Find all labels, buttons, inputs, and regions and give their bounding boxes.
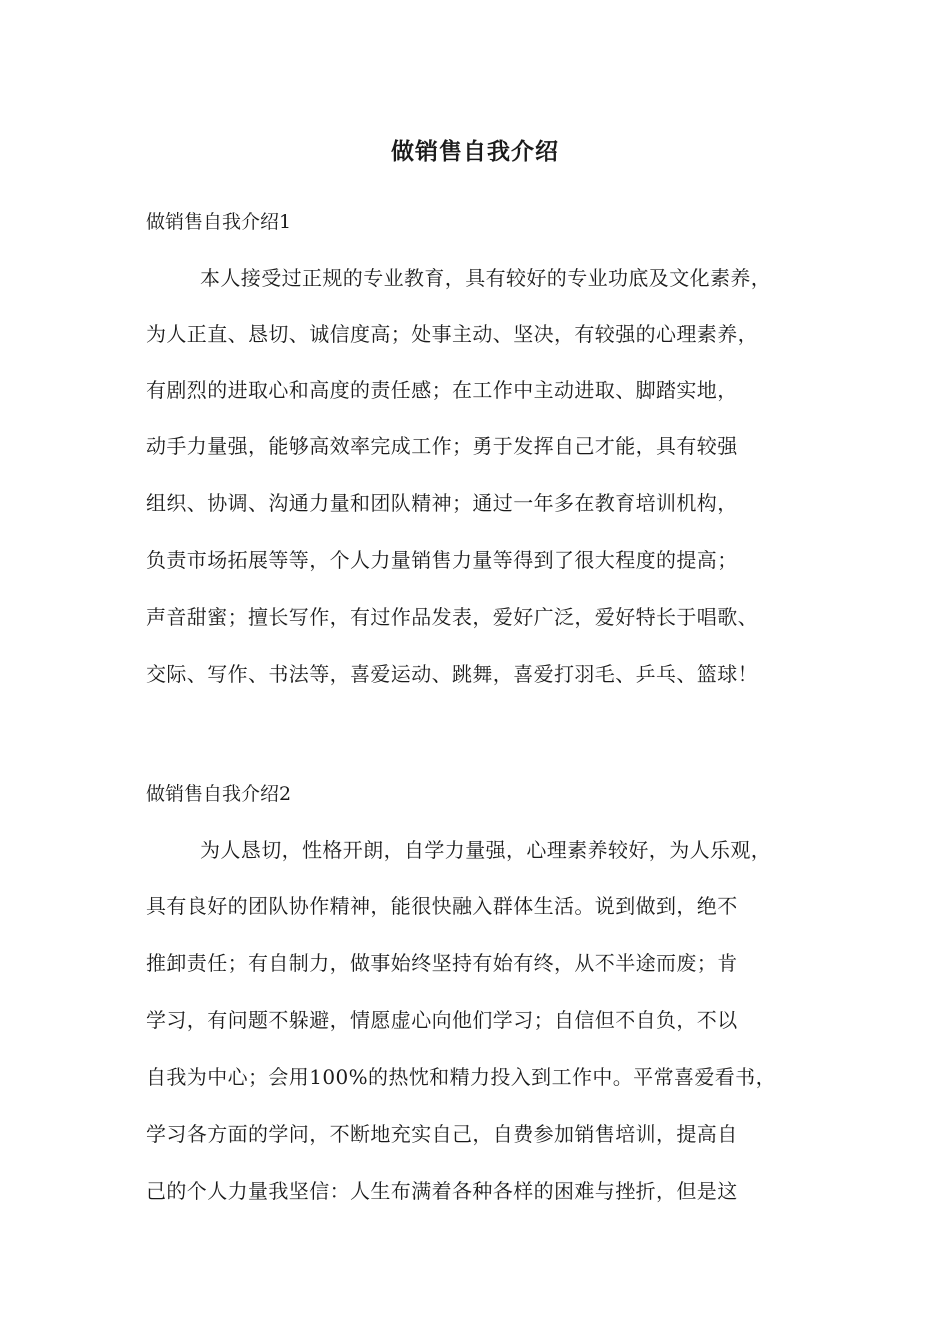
paragraph-line: 推卸责任；有自制力，做事始终坚持有始有终，从不半途而废；肯 — [146, 951, 738, 975]
paragraph-line: 自我为中心；会用100%的热忱和精力投入到工作中。平常喜爱看书， — [146, 1065, 776, 1089]
paragraph-line: 学习，有问题不躲避，情愿虚心向他们学习；自信但不自负，不以 — [146, 1008, 738, 1032]
paragraph-line: 组织、协调、沟通力量和团队精神；通过一年多在教育培训机构， — [146, 491, 738, 515]
section-heading-1: 做销售自我介绍1 — [146, 211, 292, 233]
paragraph-line: 声音甜蜜；擅长写作，有过作品发表，爱好广泛，爱好特长于唱歌、 — [146, 605, 758, 629]
paragraph-line: 具有良好的团队协作精神，能很快融入群体生活。说到做到，绝不 — [146, 894, 738, 918]
paragraph-line: 动手力量强，能够高效率完成工作；勇于发挥自己才能，具有较强 — [146, 434, 738, 458]
paragraph-line: 负责市场拓展等等，个人力量销售力量等得到了很大程度的提高； — [146, 548, 738, 572]
section-heading-2: 做销售自我介绍2 — [146, 783, 292, 805]
paragraph-line: 己的个人力量我坚信：人生布满着各种各样的困难与挫折，但是这 — [146, 1179, 738, 1203]
paragraph-line: 交际、写作、书法等，喜爱运动、跳舞，喜爱打羽毛、乒乓、篮球！ — [146, 662, 758, 686]
paragraph-line: 为人正直、恳切、诚信度高；处事主动、坚决，有较强的心理素养， — [146, 322, 758, 346]
document-title: 做销售自我介绍 — [391, 138, 559, 165]
paragraph-line: 有剧烈的进取心和高度的责任感；在工作中主动进取、脚踏实地， — [146, 378, 738, 402]
paragraph-line: 学习各方面的学问，不断地充实自己，自费参加销售培训，提高自 — [146, 1122, 738, 1146]
paragraph-line: 本人接受过正规的专业教育，具有较好的专业功底及文化素养， — [200, 266, 772, 290]
paragraph-line: 为人恳切，性格开朗，自学力量强，心理素养较好，为人乐观， — [200, 838, 772, 862]
